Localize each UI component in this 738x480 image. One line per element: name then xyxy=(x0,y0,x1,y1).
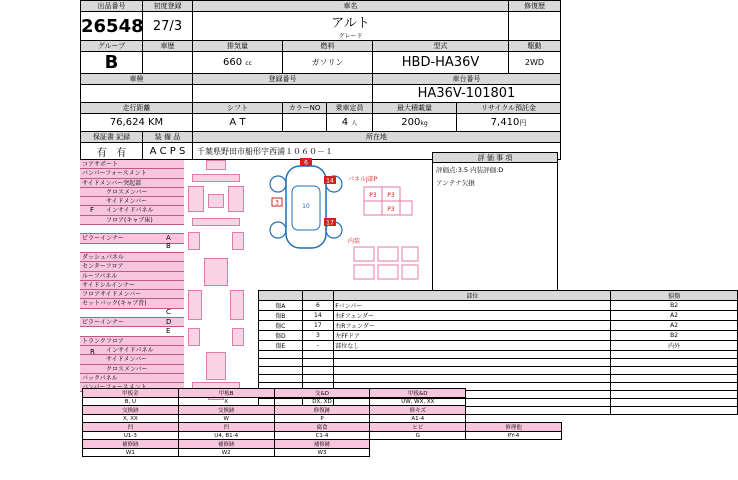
parts-cell: 内外 xyxy=(611,341,738,351)
auction-sheet xyxy=(80,0,681,480)
part-row: サイドメンバー xyxy=(80,197,184,206)
parts-cell: 6 xyxy=(302,301,334,311)
part-row: ピラーインナー xyxy=(80,234,184,243)
panel-diagram xyxy=(348,174,420,233)
seats-cell xyxy=(327,114,373,132)
legend-cell: U1-3 xyxy=(83,432,179,440)
empty-row xyxy=(259,367,738,375)
parts-cell: 左FFドア xyxy=(334,331,611,341)
pillar-d-marker: D xyxy=(166,318,172,326)
legend-table xyxy=(82,388,562,457)
parts-cell: 右Rフェンダー xyxy=(334,321,611,331)
parts-cell: Fバンパー xyxy=(334,301,611,311)
parts-cell: 部位なし xyxy=(334,341,611,351)
front-marker: F xyxy=(90,206,95,214)
legend-cell: B, U xyxy=(83,398,179,406)
part-row: インサイドパネル xyxy=(80,346,184,355)
part-row: フロアサイドメンバー xyxy=(80,290,184,299)
rear-marker: R xyxy=(90,348,95,356)
part-row: バックパネル xyxy=(80,374,184,383)
payload-unit: kg xyxy=(420,120,428,127)
legend-cell: 甲板金 xyxy=(83,389,179,398)
legend-cell: A1-4 xyxy=(370,415,466,423)
mileage: 76,624 KM xyxy=(81,114,193,132)
table-row xyxy=(259,331,738,341)
front-left-wheel xyxy=(270,176,286,192)
drive: 2WD xyxy=(509,52,561,74)
legend-cell: 甲板B xyxy=(178,389,274,398)
legend-cell: 腐食 xyxy=(274,423,370,432)
seats-label: 乗車定員 xyxy=(327,103,373,114)
legend-row xyxy=(83,440,562,449)
roof-number: 10 xyxy=(302,203,310,210)
parts-cell: A2 xyxy=(611,321,738,331)
car-name: アルト xyxy=(331,16,370,31)
history xyxy=(143,52,193,74)
parts-row-prefix: 傷C xyxy=(259,321,303,331)
interior-grid xyxy=(348,245,424,285)
damage-mark-rear-fender-label: 17 xyxy=(326,219,334,227)
shift-label: シフト xyxy=(193,103,283,114)
legend-cell: 凹 xyxy=(83,423,179,432)
legend-cell: X, XX xyxy=(83,415,179,423)
legend-row xyxy=(83,406,562,415)
interior-diagram xyxy=(348,236,424,287)
parts-header-2: 部位 xyxy=(334,291,611,301)
payload-label: 最大積載量 xyxy=(373,103,457,114)
recycle: 7,410 xyxy=(490,117,520,128)
legend-cell: X xyxy=(178,398,274,406)
record: 有 xyxy=(116,147,127,159)
legend-cell: DX, XD xyxy=(274,398,370,406)
pillar-b-marker: B xyxy=(166,242,171,250)
table-row xyxy=(259,321,738,331)
part-row: セットバック(キャブ背) xyxy=(80,299,184,308)
parts-cell: A2 xyxy=(611,311,738,321)
displacement-unit: cc xyxy=(245,60,252,67)
legend-cell: W xyxy=(178,415,274,423)
legend-cell: UW, WX, XX xyxy=(370,398,466,406)
payload-cell xyxy=(373,114,457,132)
parts-header-1 xyxy=(302,291,334,301)
parts-cell: 14 xyxy=(302,311,334,321)
legend-cell: W1 xyxy=(83,449,179,457)
damage-mark-front-fender-label: 14 xyxy=(326,177,334,185)
pillar-a-marker: A xyxy=(166,234,171,242)
parts-cell: - xyxy=(302,341,334,351)
parts-row-prefix: 傷E xyxy=(259,341,303,351)
damage-mark-bumper-label: 6 xyxy=(304,159,308,167)
part-row: ピラーインナー xyxy=(80,318,184,327)
warranty: 有 xyxy=(96,147,107,159)
part-row: サイドメンバー xyxy=(80,355,184,364)
drive-label: 駆動 xyxy=(509,41,561,52)
parts-cell: 3 xyxy=(302,331,334,341)
part-row: クロスメンバー xyxy=(80,365,184,374)
panel-label: パネルJ部P xyxy=(348,176,378,183)
part-row: サイドシルインナー xyxy=(80,281,184,290)
legend-cell: P xyxy=(274,415,370,423)
panel-p3-lower: P3 xyxy=(387,206,395,213)
payload: 200 xyxy=(401,117,421,128)
displacement: 660 xyxy=(223,57,243,68)
record-label: 記録 xyxy=(116,133,131,141)
legend-cell: 修復跡 xyxy=(274,406,370,415)
lot-label: 出品番号 xyxy=(81,1,143,12)
interior-label: 内装 xyxy=(348,238,361,245)
empty-row xyxy=(259,359,738,367)
legend-cell: ヒビ xyxy=(370,423,466,432)
legend-cell: 交換跡 xyxy=(178,406,274,415)
notes-line-2: アンテナ欠損 xyxy=(436,179,475,187)
parts-cell: 17 xyxy=(302,321,334,331)
color xyxy=(283,114,327,132)
legend-cell: 補修跡 xyxy=(178,440,274,449)
chassis-number: HA36V-101801 xyxy=(373,85,561,103)
part-row: クロスメンバー xyxy=(80,188,184,197)
group-label: グループ xyxy=(81,41,143,52)
notes-line-1: 評価点:3.5 内装評価:D xyxy=(436,166,504,174)
panel-p3-right: P3 xyxy=(387,192,395,199)
displacement-label: 排気量 xyxy=(193,41,283,52)
parts-header-3: 損傷 xyxy=(611,291,738,301)
registration-label: 登録番号 xyxy=(193,74,373,85)
part-row xyxy=(80,225,184,234)
warranty-cell xyxy=(81,143,143,160)
repair-history xyxy=(509,12,561,41)
model-code: HBD-HA36V xyxy=(373,52,509,74)
shift: A T xyxy=(193,114,283,132)
parts-cell: B2 xyxy=(611,331,738,341)
legend-row xyxy=(83,389,562,398)
legend-cell: W3 xyxy=(274,449,370,457)
legend-cell: 修理他 xyxy=(466,423,562,432)
inspection xyxy=(81,85,193,103)
location-label: 所在地 xyxy=(193,132,561,143)
panel-p3-left: P3 xyxy=(369,192,377,199)
legend-cell: C1-4 xyxy=(274,432,370,440)
part-row: ルーフパネル xyxy=(80,272,184,281)
legend-cell: 凹 xyxy=(178,423,274,432)
part-row: サイドメンバー突起部 xyxy=(80,179,184,188)
part-row: インサイドパネル xyxy=(80,206,184,215)
model-code-label: 型式 xyxy=(373,41,509,52)
location: 千葉県野田市船形字西浦１０６０－１ xyxy=(193,143,561,160)
legend-cell: U4, B1-4 xyxy=(178,432,274,440)
pillar-c-marker: C xyxy=(166,308,171,316)
legend-cell: 甲板&D xyxy=(370,389,466,398)
frame-part-list xyxy=(80,160,184,392)
legend-cell: W2 xyxy=(178,449,274,457)
warranty-label-cell xyxy=(81,132,143,143)
legend-row xyxy=(83,415,562,423)
header-table xyxy=(80,0,561,160)
first-reg-label: 初度登録 xyxy=(143,1,193,12)
panel-grid xyxy=(348,183,420,231)
empty-row xyxy=(259,351,738,359)
legend-row xyxy=(83,423,562,432)
legend-cell: 補修跡 xyxy=(83,440,179,449)
seats: 4 xyxy=(341,117,349,128)
group: B xyxy=(81,52,143,74)
inspection-label: 車検 xyxy=(81,74,193,85)
lot-number: 26548 xyxy=(81,12,143,41)
equipment: A C P S xyxy=(143,143,193,160)
parts-cell: B2 xyxy=(611,301,738,311)
legend-row xyxy=(83,432,562,440)
displacement-cell xyxy=(193,52,283,74)
car-diagram xyxy=(258,158,354,256)
part-row: フロア(キャブ床) xyxy=(80,216,184,225)
empty-row xyxy=(259,375,738,383)
legend-row xyxy=(83,449,562,457)
legend-cell: 交換跡 xyxy=(83,406,179,415)
notes-title: 評 価 事 項 xyxy=(433,153,557,163)
evaluation-notes xyxy=(432,152,558,292)
fuel: ガソリン xyxy=(283,52,373,74)
parts-row-prefix: 傷D xyxy=(259,331,303,341)
legend-cell: G xyxy=(370,432,466,440)
legend-cell: PY-4 xyxy=(466,432,562,440)
parts-cell: 右Fフェンダー xyxy=(334,311,611,321)
rear-left-wheel xyxy=(270,222,286,238)
part-row: ダッシュパネル xyxy=(80,253,184,262)
damage-mark-door-label: 3 xyxy=(275,199,279,207)
history-label: 車歴 xyxy=(143,41,193,52)
car-name-label: 車名 xyxy=(193,1,509,12)
repair-history-label: 修復歴 xyxy=(509,1,561,12)
car-name-cell xyxy=(193,12,509,41)
part-row: トランクフロア xyxy=(80,337,184,346)
part-row: コアサポート xyxy=(80,160,184,169)
part-row: センターフロア xyxy=(80,262,184,271)
legend-cell: 補修跡 xyxy=(274,440,370,449)
warranty-label: 保証書 xyxy=(92,133,114,141)
first-reg: 27/3 xyxy=(143,12,193,41)
equipment-label: 装 備 品 xyxy=(143,132,193,143)
registration xyxy=(193,85,373,103)
table-row xyxy=(259,301,738,311)
mileage-label: 走行距離 xyxy=(81,103,193,114)
parts-header-0 xyxy=(259,291,303,301)
parts-row-prefix: 傷B xyxy=(259,311,303,321)
grade-label: グレード xyxy=(338,33,363,40)
parts-row-prefix: 傷A xyxy=(259,301,303,311)
seats-unit: 人 xyxy=(351,120,358,127)
legend-row xyxy=(83,398,562,406)
recycle-unit: 円 xyxy=(519,119,527,127)
recycle-cell xyxy=(457,114,561,132)
pillar-e-marker: E xyxy=(166,327,171,335)
table-row xyxy=(259,341,738,351)
fuel-label: 燃料 xyxy=(283,41,373,52)
recycle-label: リサイクル預託金 xyxy=(457,103,561,114)
color-label: カラーNO xyxy=(283,103,327,114)
table-row xyxy=(259,311,738,321)
legend-cell: 交&D xyxy=(274,389,370,398)
legend-cell: 修キズ xyxy=(370,406,466,415)
chassis-label: 車台番号 xyxy=(373,74,561,85)
part-row: バンパーフォースメント xyxy=(80,169,184,178)
